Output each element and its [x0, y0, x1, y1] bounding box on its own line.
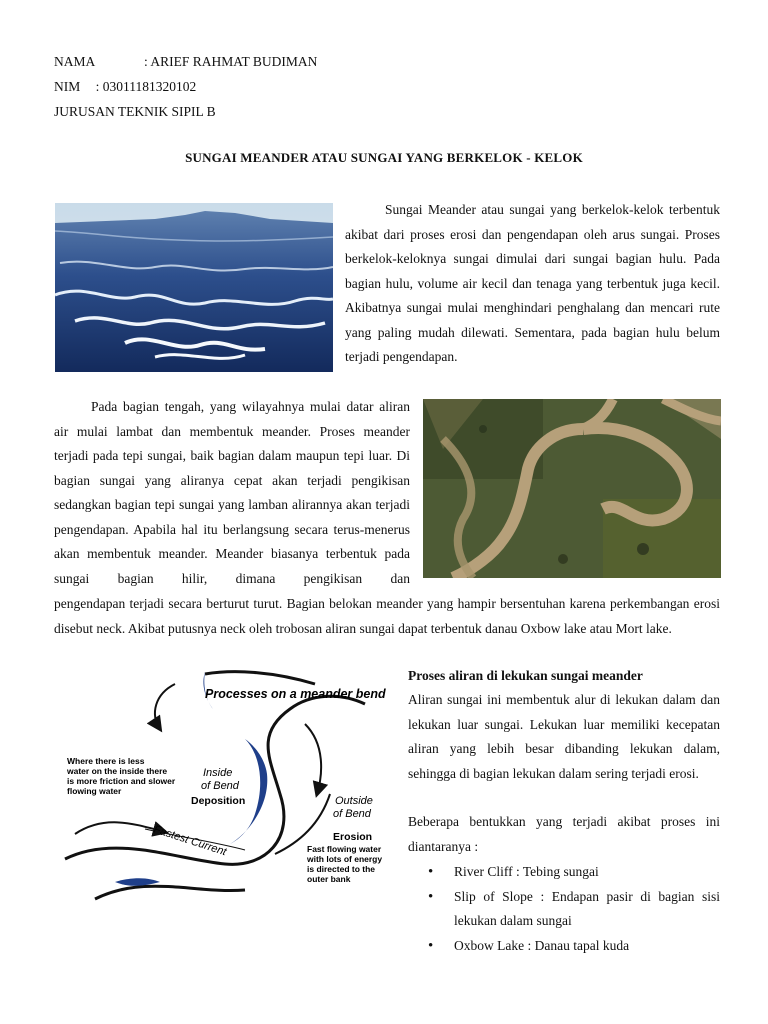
diagram-inside-bend: Inside of Bend [201, 767, 239, 792]
nim-row [54, 77, 196, 97]
diagram-fast-water: Fast flowing water with lots of energy is directed to the outer bank [307, 844, 383, 884]
section-heading: Proses aliran di lekukan sungai meander [408, 668, 643, 683]
paragraph-neck: pengendapan terjadi secara berturut turut. Bagian belokan meander yang hampir bersentuhan karena perkembangan erosi disebut neck. Akibat putusnya neck oleh trobosan aliran sungai dapat terbentuk danau Oxbow lake atau Mort lake. [54, 596, 720, 636]
diagram-fastest-current: Fastest Current [152, 823, 228, 859]
list-item: • River Cliff : Tebing sungai [408, 860, 720, 885]
meander-aerial-image [55, 203, 333, 372]
jurusan: JURUSAN TEKNIK SIPIL B [54, 104, 216, 119]
diagram-erosion: Erosion [333, 831, 373, 843]
nama-value: : ARIEF RAHMAT BUDIMAN [144, 54, 318, 69]
diagram-deposition: Deposition [191, 795, 246, 807]
nama-label: NAMA [54, 54, 96, 69]
meander-diagram [55, 664, 400, 904]
list-item: • Slip of Slope : Endapan pasir di bagian sisi lekukan dalam sungai [408, 885, 720, 934]
nim-label: NIM [54, 79, 81, 94]
diagram-outside-bend: Outside of Bend [333, 795, 373, 820]
diagram-less-water: Where there is less water on the inside there is more friction and slower flowing water [67, 756, 176, 796]
page-title: SUNGAI MEANDER ATAU SUNGAI YANG BERKELOK - KELOK [185, 150, 583, 165]
list-item: • Oxbow Lake : Danau tapal kuda [408, 934, 720, 959]
paragraph-intro: Sungai Meander atau sungai yang berkelok-kelok terbentuk akibat dari proses erosi dan pengendapan oleh arus sungai. Proses berkelok-keloknya sungai dimulai dari sungai bagian hulu. Pada bagian hulu, volume air kecil dan tenaga yang terbentuk juga kecil. Akibatnya sungai mulai menghindari penghalang dan mencari rute yang paling mudah dilewati. Sementara, pada bagian hulu belum terjadi pengendapan. [345, 202, 720, 364]
muddy-river-image [423, 399, 721, 578]
bullet-list [408, 860, 720, 958]
section-paragraph: Aliran sungai ini membentuk alur di lekukan dalam dan lekukan luar sungai. Lekukan luar memiliki kecepatan aliran yang lebih besar dibanding lekukan dalam, sehingga di bagian lekukan dalam sering terjadi erosi. [408, 692, 720, 781]
diagram-title: Processes on a meander bend [205, 687, 386, 701]
nama-row [54, 52, 318, 72]
paragraph-middle: Pada bagian tengah, yang wilayahnya mulai datar aliran air mulai lambat dan membentuk meander. Proses meander terjadi pada tepi sungai, baik bagian dalam maupun tepi luar. Di bagian sungai yang aliranya cepat akan terjadi pengikisan sedangkan bagian tepi sungai yang lamban alirannya akan terjadi pengendapan. Apabila hal itu berlangsung secara terus-menerus akan membentuk meander. Meander biasanya terbentuk pada sungai bagian hilir, dimana pengikisan dan [54, 399, 410, 586]
nim-value: : 03011181320102 [95, 79, 197, 94]
section-intro: Beberapa bentukkan yang terjadi akibat proses ini diantaranya : [408, 814, 720, 854]
